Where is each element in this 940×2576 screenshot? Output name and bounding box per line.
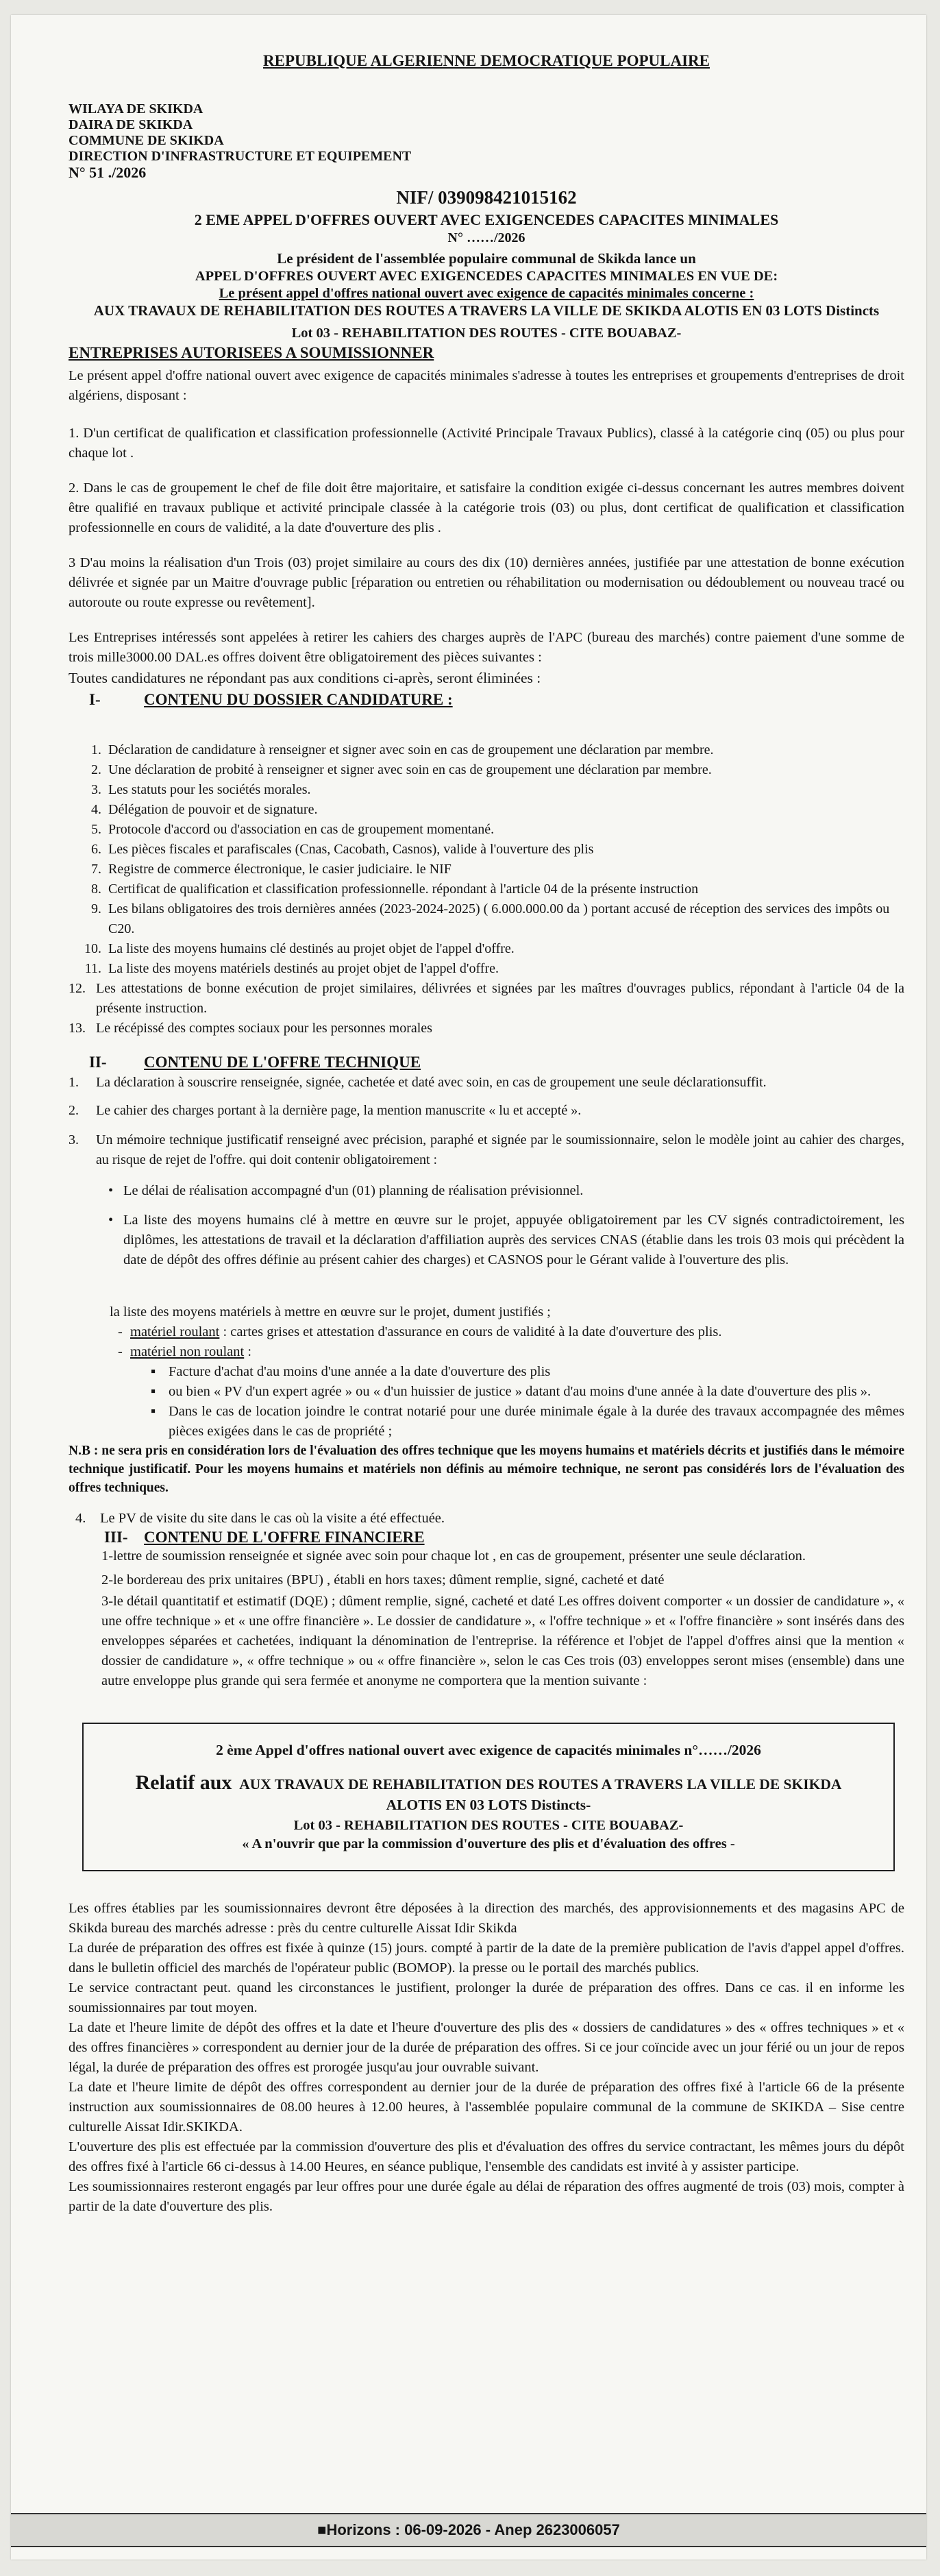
reference-number: N° 51 ./2026 xyxy=(69,164,147,181)
works-object: AUX TRAVAUX DE REHABILITATION DES ROUTES A TRAVERS LA VILLE DE SKIKDA ALOTIS EN 03 LOTS Distincts xyxy=(93,302,880,319)
technique-item-4: 4. Le PV de visite du site dans le cas où la visite a été effectuée. xyxy=(75,1511,445,1526)
list-item: 1. La déclaration à souscrire renseignée, signée, cachetée et daté avec soin, en cas de groupement une seule déclarationsuffit. xyxy=(69,1075,767,1090)
closing-para: Le service contractant peut. quand les circonstances le justifient, prolonger la durée de préparation des offres. Dans ce cas. il en informe les soumissionnaires par tout moyen. xyxy=(69,1980,904,2015)
list-item: 12. Les attestations de bonne exécution de projet similaires, délivrées et signées par les maîtres d'ouvrages publics, répondant à l'article 04 de la présente instruction. xyxy=(69,981,904,1016)
closing-para: La durée de préparation des offres est fixée à quinze (15) jours. compté à partir de la date de la première publication de l'avis d'appel appel d'offres. dans le bulletin officiel des marchés de l'opérateur public (BOMOP). la presse ou le portail des marchés publics. xyxy=(69,1941,904,1976)
box-line-1: 2 ème Appel d'offres national ouvert avec exigence de capacités minimales n°……/2026 xyxy=(216,1742,761,1758)
closing-para: Les offres établies par les soumissionnaires devront être déposées à la direction des marchés, des approvisionnements et des magasins APC de Skikda bureau des marchés adresse : près du centre culturelle Aissat Idir Skikda xyxy=(69,1901,904,1936)
sub-expert: ▪ ou bien « PV d'un expert agrée » ou « d'un huissier de justice » datant d'au moins d'une année à la date d'ouverture des plis ». xyxy=(144,1382,904,1402)
list-item: 11. La liste des moyens matériels destinés au projet objet de l'appel d'offre. xyxy=(84,961,499,976)
box-line-3: Lot 03 - REHABILITATION DES ROUTES - CITE BOUABAZ- xyxy=(293,1818,684,1833)
financiere-para-1: 1-lettre de soumission renseignée et signée avec soin pour chaque lot , en cas de groupement, présenter une seule déclaration. xyxy=(101,1548,806,1564)
materiel-intro: la liste des moyens matériels à mettre en œuvre sur le projet, dument justifiés ; xyxy=(110,1304,551,1320)
eliminees-line: Toutes candidatures ne répondant pas aux conditions ci-après, seront éliminées : xyxy=(69,670,541,686)
box-relatif: Relatif aux xyxy=(135,1771,232,1794)
appel-line: APPEL D'OFFRES OUVERT AVEC EXIGENCEDES CAPACITES MINIMALES EN VUE DE: xyxy=(195,269,778,284)
technique-roman: II- xyxy=(89,1054,107,1071)
financiere-heading xyxy=(69,1529,904,1546)
lot-line: Lot 03 - REHABILITATION DES ROUTES - CITE BOUABAZ- xyxy=(291,326,682,341)
financiere-para-2: 2-le bordereau des prix unitaires (BPU) , établi en hors taxes; dûment remplie, signé, cacheté et daté xyxy=(101,1572,665,1588)
sub-facture: ▪ Facture d'achat d'au moins d'une année a la date d'ouverture des plis xyxy=(144,1362,904,1382)
retrait-cahier: Les Entreprises intéressés sont appelées à retirer les cahiers des charges auprès de l'APC (bureau des marchés) contre paiement d'une somme de trois mille3000.00 DAL.es offres doivent être obligatoirement des pièces suivantes : xyxy=(69,630,904,665)
republic-title: REPUBLIQUE ALGERIENNE DEMOCRATIQUE POPULAIRE xyxy=(263,52,710,69)
closing-para: Les soumissionnaires resteront engagés par leur offres pour une durée égale au délai de réparation des offres augmenté de trois (03) mois, compter à partir de la date d'ouverture des plis. xyxy=(69,2179,904,2214)
condition-2: 2. Dans le cas de groupement le chef de file doit être majoritaire, et satisfaire la condition exigée ci-dessus concernant les autres membres doivent être qualifié en travaux publique et activité principale classée à la catégorie trois (03) ou plus, dont certificat de qualification et classification professionnelle en cours de validité, a la date d'ouverture des plis . xyxy=(69,481,904,535)
list-item: 9. Les bilans obligatoires des trois dernières années (2023-2024-2025) ( 6.000.000.00 da ) portant accusé de réception des services des impôts ou C20. xyxy=(91,901,890,936)
closing-para: L'ouverture des plis est effectuée par la commission d'ouverture des plis et d'évaluation des offres du service contractant, les mêmes jours du dépôt des offres fixé à l'article 66 ci-dessus à 14.00 Heures, en séance publique, l'ensemble des candidats est invité à y assister participe. xyxy=(69,2139,904,2174)
dossier-list xyxy=(69,740,904,1038)
notice-body xyxy=(69,15,904,2560)
notice-title: 2 EME APPEL D'OFFRES OUVERT AVEC EXIGENCEDES CAPACITES MINIMALES xyxy=(194,211,779,228)
list-item: 4. Délégation de pouvoir et de signature. xyxy=(91,802,318,817)
financiere-para-3: 3-le détail quantitatif et estimatif (DQE) ; dûment remplie, signé, cacheté et daté Les offres doivent comporter « un dossier de candidature », « une offre technique » et « une offre financière ». Le dossier de candidature », « l'offre technique » et « l'offre financière » sont insérés dans des enveloppes séparées et cachetées, indiquant la dénomination de l'entreprise. la référence et l'objet de l'appel d'offres ainsi que la mention « dossier de candidature », « offre technique » ou « offre financière », selon le cas Ces trois (03) enveloppes seront mises (ensemble) dans une autre enveloppe plus grande qui sera fermée et anonyme ne comportera que la mention suivante : xyxy=(101,1594,904,1688)
publication-footer xyxy=(11,2513,926,2547)
materiel-non-roulant: - matériel non roulant : xyxy=(118,1342,904,1362)
bullet-moyens-humains: • La liste des moyens humains clé à mettre en œuvre sur le projet, appuyée obligatoirement par les CV signés contradictoirement, les diplômes, les attestations de travail et la déclaration d'affiliation auprès des services CNAS (établie dans les trois 03 mois qui précèdent la date de dépôt des offres définie au présent cahier des charges) et CASNOS pour le Gérant valide à l'ouverture des plis. xyxy=(103,1211,904,1270)
notice-number: N° ……/2026 xyxy=(447,230,525,245)
commune: COMMUNE DE SKIKDA xyxy=(69,133,224,148)
bullet-delai: • Le délai de réalisation accompagné d'un (01) planning de réalisation prévisionnel. xyxy=(103,1181,904,1201)
closing-block xyxy=(69,1899,904,2217)
wilaya: WILAYA DE SKIKDA xyxy=(69,101,203,117)
condition-3: 3 D'au moins la réalisation d'un Trois (03) projet similaire au cours des dix (10) dernières années, justifiée par une attestation de bonne exécution délivrée et signée par un Maitre d'ouvrage public [réparation ou entretien ou réhabilitation ou modernisation ou dédoublement ou nouveau tracé ou autoroute ou route expresse ou revêtement]. xyxy=(69,555,904,610)
list-item: 8. Certificat de qualification et classification professionnelle. répondant à l'article 04 de la présente instruction xyxy=(91,882,699,897)
technique-title: CONTENU DE L'OFFRE TECHNIQUE xyxy=(144,1054,421,1071)
entreprises-heading: ENTREPRISES AUTORISEES A SOUMISSIONNER xyxy=(69,344,434,361)
financiere-roman: III- xyxy=(104,1529,128,1546)
technique-heading xyxy=(69,1054,904,1071)
financiere-title: CONTENU DE L'OFFRE FINANCIERE xyxy=(144,1529,425,1546)
sub-location: ▪ Dans le cas de location joindre le contrat notarié pour une durée minimale égale à la durée des travaux accompagnée des mêmes pièces exigées dans le cas de propriété ; xyxy=(144,1402,904,1442)
president-line: Le président de l'assemblée populaire communal de Skikda lance un xyxy=(277,250,696,267)
nif: NIF/ 039098421015162 xyxy=(396,187,577,208)
direction: DIRECTION D'INFRASTRUCTURE ET EQUIPEMENT xyxy=(69,149,412,164)
materiel-roulant: - matériel roulant : cartes grises et attestation d'assurance en cours de validité à la date d'ouverture des plis. xyxy=(118,1322,904,1342)
technique-list xyxy=(69,1073,904,1170)
dossier-heading xyxy=(69,691,904,709)
list-item: 2. Une déclaration de probité à renseigner et signer avec soin en cas de groupement une déclaration par membre. xyxy=(91,762,712,777)
list-item: 10. La liste des moyens humains clé destinés au projet objet de l'appel d'offre. xyxy=(84,941,515,956)
closing-para: La date et l'heure limite de dépôt des offres correspondent au dernier jour de la durée de préparation des offres fixé à l'article 66 de la présente instruction aux soumissionnaires de 08.00 heures à 12.00 heures, à l'assemblée populaire communal de la commune de SKIKDA – Sise centre culturelle Aissat Idir.SKIKDA. xyxy=(69,2080,904,2135)
dossier-roman: I- xyxy=(89,691,101,708)
list-item: 7. Registre de commerce électronique, le casier judiciaire. le NIF xyxy=(91,862,452,877)
issuer-block xyxy=(69,101,904,180)
closing-para: La date et l'heure limite de dépôt des offres et la date et l'heure d'ouverture des plis des « dossiers de candidatures » des « offres techniques » et « des offres financières » correspondent au dernier jour de la durée de préparation des offres. Si ce jour coïncide avec un jour férié ou un jour de repos légal, la durée de préparation des offres est prorogée jusqu'au jour ouvrable suivant. xyxy=(69,2020,904,2075)
list-item: 1. Déclaration de candidature à renseigner et signer avec soin en cas de groupement une déclaration par membre. xyxy=(91,742,714,757)
box-line-2: Relatif aux AUX TRAVAUX DE REHABILITATION DES ROUTES A TRAVERS LA VILLE DE SKIKDA ALOTIS EN 03 LOTS Distincts- xyxy=(135,1771,842,1813)
footer-text: ■Horizons : 06-09-2026 - Anep 2623006057 xyxy=(317,2521,620,2538)
dossier-title: CONTENU DU DOSSIER CANDIDATURE : xyxy=(144,691,453,708)
list-item: 2. Le cahier des charges portant à la dernière page, la mention manuscrite « lu et accepté ». xyxy=(69,1103,582,1118)
condition-1: 1. D'un certificat de qualification et classification professionnelle (Activité Principale Travaux Publics), classé à la catégorie cinq (05) ou plus pour chaque lot . xyxy=(69,426,904,461)
newspaper-notice xyxy=(11,15,926,2560)
list-item: 3. Les statuts pour les sociétés morales. xyxy=(91,782,311,797)
list-item: 3. Un mémoire technique justificatif renseigné avec précision, paraphé et signée par le soumissionnaire, selon le modèle joint au cahier des charges, au risque de rejet de l'offre. qui doit contenir obligatoirement : xyxy=(69,1132,904,1167)
daira: DAIRA DE SKIKDA xyxy=(69,117,193,132)
entreprises-intro: Le présent appel d'offre national ouvert avec exigence de capacités minimales s'adresse à toutes les entreprises et groupements d'entreprises de droit algériens, disposant : xyxy=(69,368,904,403)
list-item: 6. Les pièces fiscales et parafiscales (Cnas, Cacobath, Casnos), valide à l'ouverture des plis xyxy=(91,842,594,857)
nb-note: N.B : ne sera pris en considération lors de l'évaluation des offres technique que les moyens humains et matériels décrits et justifiés dans le mémoire technique justificatif. Pour les moyens humains et matériels non définis au mémoire technique, ne seront pas considérés lors de l'évaluation des offres techniques. xyxy=(69,1444,904,1495)
envelope-box xyxy=(82,1723,895,1871)
concerne-line: Le présent appel d'offres national ouvert avec exigence de capacités minimales concerne : xyxy=(219,286,754,301)
box-line-4: « A n'ouvrir que par la commission d'ouverture des plis et d'évaluation des offres - xyxy=(242,1836,735,1851)
list-item: 13. Le récépissé des comptes sociaux pour les personnes morales xyxy=(69,1021,432,1036)
list-item: 5. Protocole d'accord ou d'association en cas de groupement momentané. xyxy=(91,822,495,837)
